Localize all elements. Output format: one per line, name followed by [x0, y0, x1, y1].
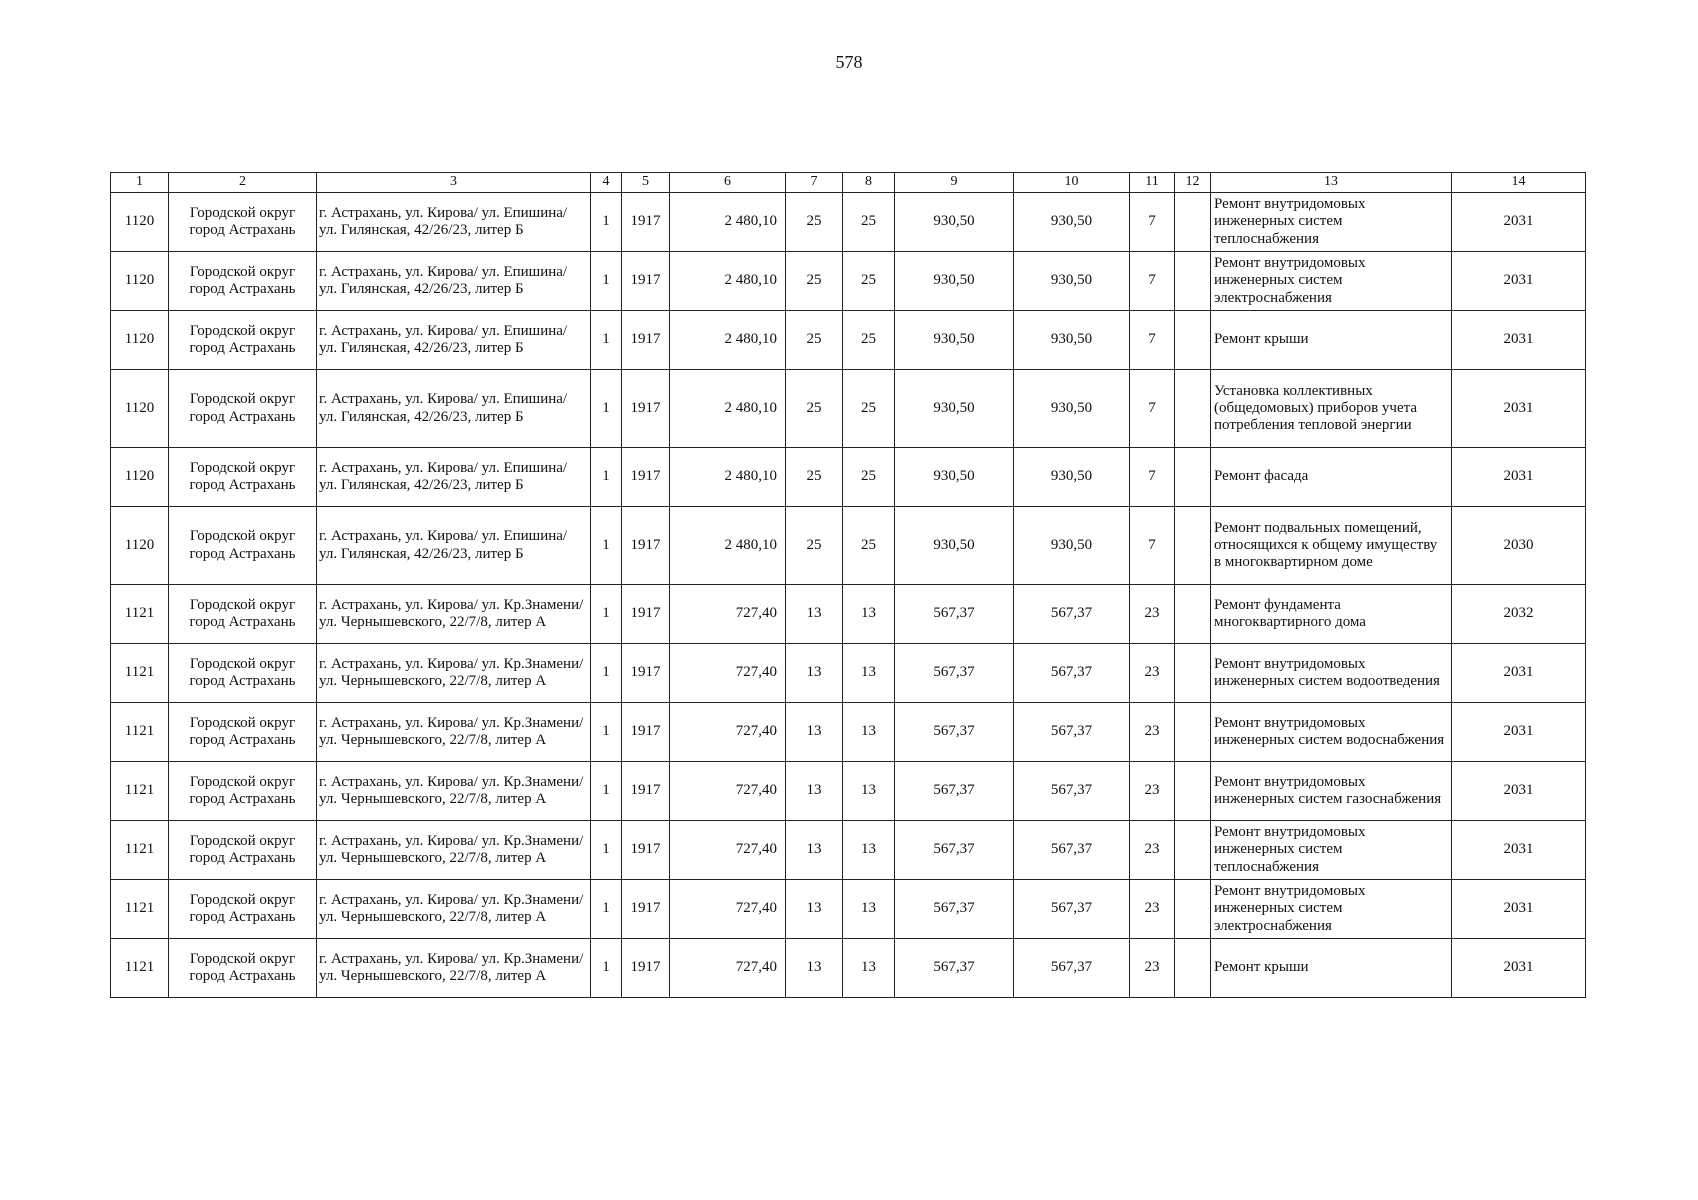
municipality-cell: Городской округ город Астрахань — [169, 880, 317, 939]
col-12-cell — [1175, 448, 1211, 507]
work-type-cell: Ремонт внутридомовых инженерных систем электроснабжения — [1211, 252, 1452, 311]
work-type-cell: Ремонт крыши — [1211, 939, 1452, 998]
col-4-cell: 1 — [591, 585, 622, 644]
col-11-cell: 23 — [1130, 703, 1175, 762]
work-type-cell: Ремонт внутридомовых инженерных систем газоснабжения — [1211, 762, 1452, 821]
work-type-cell: Ремонт подвальных помещений, относящихся к общему имуществу в многоквартирном доме — [1211, 507, 1452, 585]
area-cell: 727,40 — [670, 703, 786, 762]
area-cell: 2 480,10 — [670, 507, 786, 585]
col-7-cell: 25 — [786, 507, 843, 585]
column-header-1: 1 — [111, 173, 169, 193]
address-cell: г. Астрахань, ул. Кирова/ ул. Кр.Знамени/ ул. Чернышевского, 22/7/8, литер А — [317, 880, 591, 939]
table-row — [111, 644, 1586, 703]
column-header-9: 9 — [895, 173, 1014, 193]
col-12-cell — [1175, 507, 1211, 585]
col-12-cell — [1175, 193, 1211, 252]
col-8-cell: 13 — [843, 703, 895, 762]
house-id-cell: 1121 — [111, 644, 169, 703]
year-cell: 1917 — [622, 193, 670, 252]
work-type-cell: Ремонт внутридомовых инженерных систем водоотведения — [1211, 644, 1452, 703]
col-10-cell: 567,37 — [1014, 585, 1130, 644]
col-8-cell: 25 — [843, 507, 895, 585]
year-cell: 1917 — [622, 448, 670, 507]
col-4-cell: 1 — [591, 939, 622, 998]
col-8-cell: 13 — [843, 585, 895, 644]
table-row — [111, 507, 1586, 585]
work-type-cell: Ремонт фасада — [1211, 448, 1452, 507]
table-row — [111, 880, 1586, 939]
work-type-cell: Ремонт внутридомовых инженерных систем водоснабжения — [1211, 703, 1452, 762]
column-header-14: 14 — [1452, 173, 1586, 193]
col-10-cell: 567,37 — [1014, 644, 1130, 703]
col-4-cell: 1 — [591, 193, 622, 252]
col-11-cell: 23 — [1130, 585, 1175, 644]
col-10-cell: 567,37 — [1014, 821, 1130, 880]
col-9-cell: 567,37 — [895, 821, 1014, 880]
col-8-cell: 13 — [843, 762, 895, 821]
municipality-cell: Городской округ город Астрахань — [169, 644, 317, 703]
col-11-cell: 7 — [1130, 252, 1175, 311]
table-row — [111, 193, 1586, 252]
table-row — [111, 939, 1586, 998]
col-11-cell: 7 — [1130, 370, 1175, 448]
col-10-cell: 567,37 — [1014, 939, 1130, 998]
planned-year-cell: 2031 — [1452, 821, 1586, 880]
column-header-8: 8 — [843, 173, 895, 193]
table-row — [111, 311, 1586, 370]
col-4-cell: 1 — [591, 762, 622, 821]
municipality-cell: Городской округ город Астрахань — [169, 311, 317, 370]
col-9-cell: 930,50 — [895, 252, 1014, 311]
planned-year-cell: 2031 — [1452, 252, 1586, 311]
col-8-cell: 25 — [843, 311, 895, 370]
address-cell: г. Астрахань, ул. Кирова/ ул. Кр.Знамени/ ул. Чернышевского, 22/7/8, литер А — [317, 585, 591, 644]
column-header-3: 3 — [317, 173, 591, 193]
table-header — [111, 173, 1586, 193]
municipality-cell: Городской округ город Астрахань — [169, 507, 317, 585]
year-cell: 1917 — [622, 703, 670, 762]
area-cell: 2 480,10 — [670, 193, 786, 252]
col-11-cell: 23 — [1130, 880, 1175, 939]
col-7-cell: 25 — [786, 252, 843, 311]
year-cell: 1917 — [622, 644, 670, 703]
planned-year-cell: 2031 — [1452, 311, 1586, 370]
col-11-cell: 7 — [1130, 193, 1175, 252]
col-12-cell — [1175, 252, 1211, 311]
municipality-cell: Городской округ город Астрахань — [169, 703, 317, 762]
planned-year-cell: 2031 — [1452, 762, 1586, 821]
col-9-cell: 567,37 — [895, 585, 1014, 644]
col-4-cell: 1 — [591, 507, 622, 585]
col-8-cell: 25 — [843, 448, 895, 507]
house-id-cell: 1121 — [111, 939, 169, 998]
table-row — [111, 370, 1586, 448]
col-9-cell: 930,50 — [895, 193, 1014, 252]
col-10-cell: 567,37 — [1014, 880, 1130, 939]
col-11-cell: 7 — [1130, 311, 1175, 370]
col-11-cell: 23 — [1130, 644, 1175, 703]
col-7-cell: 13 — [786, 703, 843, 762]
col-12-cell — [1175, 880, 1211, 939]
address-cell: г. Астрахань, ул. Кирова/ ул. Епишина/ ул. Гилянская, 42/26/23, литер Б — [317, 252, 591, 311]
col-12-cell — [1175, 821, 1211, 880]
year-cell: 1917 — [622, 370, 670, 448]
table-row — [111, 821, 1586, 880]
house-id-cell: 1121 — [111, 821, 169, 880]
col-9-cell: 567,37 — [895, 644, 1014, 703]
address-cell: г. Астрахань, ул. Кирова/ ул. Кр.Знамени/ ул. Чернышевского, 22/7/8, литер А — [317, 939, 591, 998]
work-type-cell: Ремонт внутридомовых инженерных систем теплоснабжения — [1211, 193, 1452, 252]
col-11-cell: 23 — [1130, 821, 1175, 880]
col-7-cell: 13 — [786, 880, 843, 939]
col-10-cell: 567,37 — [1014, 762, 1130, 821]
col-4-cell: 1 — [591, 644, 622, 703]
municipality-cell: Городской округ город Астрахань — [169, 193, 317, 252]
work-type-cell: Ремонт внутридомовых инженерных систем теплоснабжения — [1211, 821, 1452, 880]
address-cell: г. Астрахань, ул. Кирова/ ул. Епишина/ ул. Гилянская, 42/26/23, литер Б — [317, 507, 591, 585]
col-11-cell: 23 — [1130, 939, 1175, 998]
table-row — [111, 252, 1586, 311]
table-row — [111, 585, 1586, 644]
year-cell: 1917 — [622, 507, 670, 585]
column-header-2: 2 — [169, 173, 317, 193]
col-4-cell: 1 — [591, 880, 622, 939]
house-id-cell: 1121 — [111, 762, 169, 821]
planned-year-cell: 2031 — [1452, 644, 1586, 703]
col-7-cell: 25 — [786, 193, 843, 252]
area-cell: 727,40 — [670, 644, 786, 703]
year-cell: 1917 — [622, 939, 670, 998]
year-cell: 1917 — [622, 252, 670, 311]
col-8-cell: 25 — [843, 370, 895, 448]
table-row — [111, 703, 1586, 762]
col-9-cell: 567,37 — [895, 939, 1014, 998]
repair-schedule-table — [110, 172, 1586, 998]
planned-year-cell: 2031 — [1452, 448, 1586, 507]
municipality-cell: Городской округ город Астрахань — [169, 762, 317, 821]
municipality-cell: Городской округ город Астрахань — [169, 448, 317, 507]
col-8-cell: 13 — [843, 880, 895, 939]
col-9-cell: 567,37 — [895, 703, 1014, 762]
year-cell: 1917 — [622, 311, 670, 370]
col-8-cell: 25 — [843, 252, 895, 311]
col-7-cell: 13 — [786, 644, 843, 703]
col-12-cell — [1175, 762, 1211, 821]
col-12-cell — [1175, 370, 1211, 448]
column-header-13: 13 — [1211, 173, 1452, 193]
year-cell: 1917 — [622, 762, 670, 821]
area-cell: 727,40 — [670, 585, 786, 644]
planned-year-cell: 2031 — [1452, 193, 1586, 252]
house-id-cell: 1121 — [111, 585, 169, 644]
planned-year-cell: 2031 — [1452, 939, 1586, 998]
col-4-cell: 1 — [591, 448, 622, 507]
col-12-cell — [1175, 703, 1211, 762]
table-body — [111, 193, 1586, 998]
municipality-cell: Городской округ город Астрахань — [169, 585, 317, 644]
municipality-cell: Городской округ город Астрахань — [169, 939, 317, 998]
col-10-cell: 567,37 — [1014, 703, 1130, 762]
year-cell: 1917 — [622, 880, 670, 939]
planned-year-cell: 2031 — [1452, 703, 1586, 762]
house-id-cell: 1121 — [111, 703, 169, 762]
header-row — [111, 173, 1586, 193]
col-7-cell: 13 — [786, 762, 843, 821]
col-8-cell: 25 — [843, 193, 895, 252]
page-number: 578 — [835, 52, 863, 72]
planned-year-cell: 2032 — [1452, 585, 1586, 644]
col-9-cell: 930,50 — [895, 448, 1014, 507]
col-9-cell: 930,50 — [895, 507, 1014, 585]
municipality-cell: Городской округ город Астрахань — [169, 370, 317, 448]
planned-year-cell: 2031 — [1452, 880, 1586, 939]
house-id-cell: 1120 — [111, 370, 169, 448]
work-type-cell: Ремонт фундамента многоквартирного дома — [1211, 585, 1452, 644]
col-8-cell: 13 — [843, 644, 895, 703]
address-cell: г. Астрахань, ул. Кирова/ ул. Епишина/ ул. Гилянская, 42/26/23, литер Б — [317, 370, 591, 448]
column-header-4: 4 — [591, 173, 622, 193]
col-12-cell — [1175, 939, 1211, 998]
col-7-cell: 25 — [786, 311, 843, 370]
col-10-cell: 930,50 — [1014, 370, 1130, 448]
col-7-cell: 13 — [786, 585, 843, 644]
col-12-cell — [1175, 585, 1211, 644]
area-cell: 2 480,10 — [670, 448, 786, 507]
col-10-cell: 930,50 — [1014, 252, 1130, 311]
area-cell: 2 480,10 — [670, 370, 786, 448]
column-header-6: 6 — [670, 173, 786, 193]
col-9-cell: 567,37 — [895, 880, 1014, 939]
house-id-cell: 1120 — [111, 252, 169, 311]
col-11-cell: 23 — [1130, 762, 1175, 821]
col-12-cell — [1175, 311, 1211, 370]
col-8-cell: 13 — [843, 939, 895, 998]
area-cell: 727,40 — [670, 939, 786, 998]
work-type-cell: Установка коллективных (общедомовых) приборов учета потребления тепловой энергии — [1211, 370, 1452, 448]
area-cell: 727,40 — [670, 880, 786, 939]
col-4-cell: 1 — [591, 703, 622, 762]
area-cell: 727,40 — [670, 821, 786, 880]
address-cell: г. Астрахань, ул. Кирова/ ул. Епишина/ ул. Гилянская, 42/26/23, литер Б — [317, 448, 591, 507]
planned-year-cell: 2030 — [1452, 507, 1586, 585]
col-4-cell: 1 — [591, 370, 622, 448]
col-4-cell: 1 — [591, 252, 622, 311]
col-4-cell: 1 — [591, 821, 622, 880]
col-7-cell: 13 — [786, 939, 843, 998]
table-row — [111, 762, 1586, 821]
address-cell: г. Астрахань, ул. Кирова/ ул. Кр.Знамени/ ул. Чернышевского, 22/7/8, литер А — [317, 703, 591, 762]
address-cell: г. Астрахань, ул. Кирова/ ул. Епишина/ ул. Гилянская, 42/26/23, литер Б — [317, 193, 591, 252]
area-cell: 727,40 — [670, 762, 786, 821]
address-cell: г. Астрахань, ул. Кирова/ ул. Епишина/ ул. Гилянская, 42/26/23, литер Б — [317, 311, 591, 370]
col-7-cell: 25 — [786, 370, 843, 448]
address-cell: г. Астрахань, ул. Кирова/ ул. Кр.Знамени/ ул. Чернышевского, 22/7/8, литер А — [317, 644, 591, 703]
address-cell: г. Астрахань, ул. Кирова/ ул. Кр.Знамени/ ул. Чернышевского, 22/7/8, литер А — [317, 821, 591, 880]
area-cell: 2 480,10 — [670, 311, 786, 370]
house-id-cell: 1120 — [111, 507, 169, 585]
col-9-cell: 930,50 — [895, 311, 1014, 370]
col-10-cell: 930,50 — [1014, 311, 1130, 370]
house-id-cell: 1120 — [111, 448, 169, 507]
col-10-cell: 930,50 — [1014, 193, 1130, 252]
col-7-cell: 25 — [786, 448, 843, 507]
house-id-cell: 1120 — [111, 193, 169, 252]
column-header-7: 7 — [786, 173, 843, 193]
column-header-5: 5 — [622, 173, 670, 193]
table-row — [111, 448, 1586, 507]
house-id-cell: 1120 — [111, 311, 169, 370]
house-id-cell: 1121 — [111, 880, 169, 939]
col-9-cell: 567,37 — [895, 762, 1014, 821]
col-10-cell: 930,50 — [1014, 448, 1130, 507]
area-cell: 2 480,10 — [670, 252, 786, 311]
address-cell: г. Астрахань, ул. Кирова/ ул. Кр.Знамени/ ул. Чернышевского, 22/7/8, литер А — [317, 762, 591, 821]
column-header-12: 12 — [1175, 173, 1211, 193]
year-cell: 1917 — [622, 585, 670, 644]
year-cell: 1917 — [622, 821, 670, 880]
municipality-cell: Городской округ город Астрахань — [169, 821, 317, 880]
col-11-cell: 7 — [1130, 448, 1175, 507]
planned-year-cell: 2031 — [1452, 370, 1586, 448]
col-11-cell: 7 — [1130, 507, 1175, 585]
column-header-10: 10 — [1014, 173, 1130, 193]
work-type-cell: Ремонт внутридомовых инженерных систем электроснабжения — [1211, 880, 1452, 939]
col-10-cell: 930,50 — [1014, 507, 1130, 585]
column-header-11: 11 — [1130, 173, 1175, 193]
col-4-cell: 1 — [591, 311, 622, 370]
col-9-cell: 930,50 — [895, 370, 1014, 448]
work-type-cell: Ремонт крыши — [1211, 311, 1452, 370]
col-7-cell: 13 — [786, 821, 843, 880]
col-12-cell — [1175, 644, 1211, 703]
municipality-cell: Городской округ город Астрахань — [169, 252, 317, 311]
col-8-cell: 13 — [843, 821, 895, 880]
